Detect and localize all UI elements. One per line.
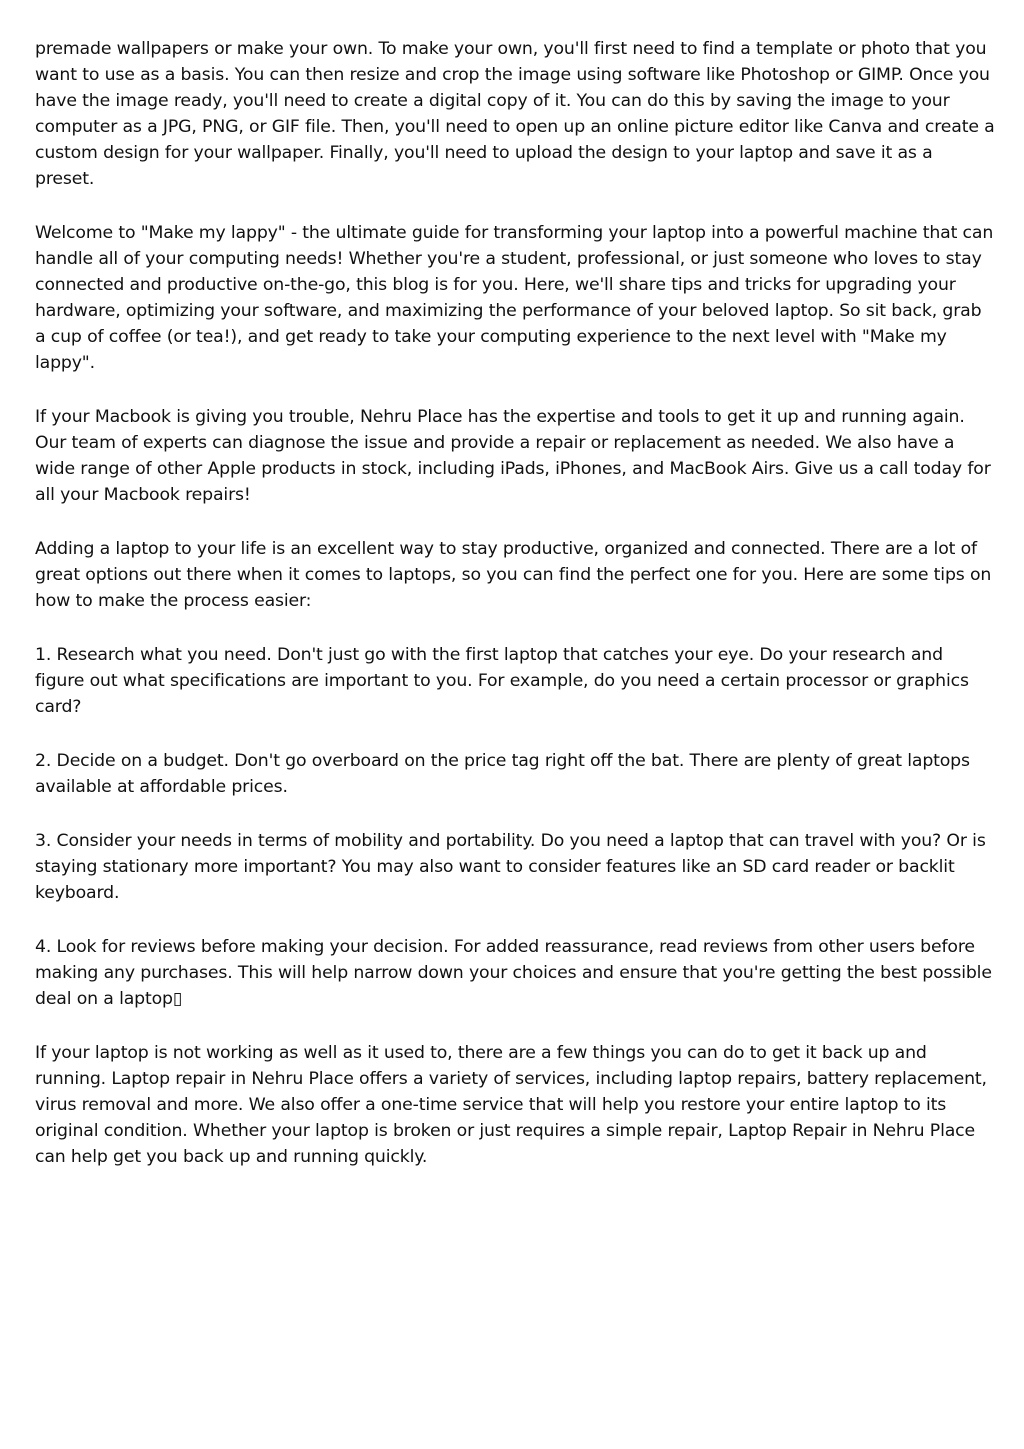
paragraph-wallpaper-tips: premade wallpapers or make your own. To make your own, you'll first need to find a template or photo that you want to use as a basis. You can then resize and crop the image using software like Photoshop or GIMP. Once you have the image ready, you'll need to create a digital copy of it. You can do this by saving the image to your computer as a JPG, PNG, or GIF file. Then, you'll need to open up an online picture editor like Canva and create a custom design for your wallpaper. Finally, you'll need to upload the design to your laptop and save it as a preset. [35, 39, 995, 189]
list-item-mobility: 3. Consider your needs in terms of mobility and portability. Do you need a laptop that can travel with you? Or is staying stationary more important? You may also want to consider features like an SD card reader or backlit keyboard. [35, 831, 986, 903]
paragraph-make-my-lappy-intro: Welcome to "Make my lappy" - the ultimate guide for transforming your laptop into a powerful machine that can handle all of your computing needs! Whether you're a student, professional, or just someone who loves to stay connected and productive on-the-go, this blog is for you. Here, we'll share tips and tricks for upgrading your hardware, optimizing your software, and maximizing the performance of your beloved laptop. So sit back, grab a cup of coffee (or tea!), and get ready to take your computing experience to the next level with "Make my lappy". [35, 223, 994, 373]
paragraph-macbook-repair: If your Macbook is giving you trouble, Nehru Place has the expertise and tools to get it up and running again. Our team of experts can diagnose the issue and provide a repair or replacement as needed. We also have a wide range of other Apple products in stock, including iPads, iPhones, and MacBook Airs. Give us a call today for all your Macbook repairs! [35, 407, 991, 505]
list-item-reviews: 4. Look for reviews before making your decision. For added reassurance, read reviews from other users before making any purchases. This will help narrow down your choices and ensure that you're getting the best possible deal on a laptop▯ [35, 937, 992, 1009]
paragraph-laptop-repair-services: If your laptop is not working as well as it used to, there are a few things you can do to get it back up and running. Laptop repair in Nehru Place offers a variety of services, including laptop repairs, battery replacement, virus removal and more. We also offer a one-time service that will help you restore your entire laptop to its original condition. Whether your laptop is broken or just requires a simple repair, Laptop Repair in Nehru Place can help get you back up and running quickly. [35, 1043, 987, 1167]
list-item-research: 1. Research what you need. Don't just go with the first laptop that catches your eye. Do your research and figure out what specifications are important to you. For example, do you need a certain processor or graphics card? [35, 645, 969, 717]
document-body [35, 36, 997, 1170]
paragraph-adding-laptop: Adding a laptop to your life is an excellent way to stay productive, organized and connected. There are a lot of great options out there when it comes to laptops, so you can find the perfect one for you. Here are some tips on how to make the process easier: [35, 539, 992, 611]
list-item-budget: 2. Decide on a budget. Don't go overboard on the price tag right off the bat. There are plenty of great laptops available at affordable prices. [35, 751, 970, 797]
